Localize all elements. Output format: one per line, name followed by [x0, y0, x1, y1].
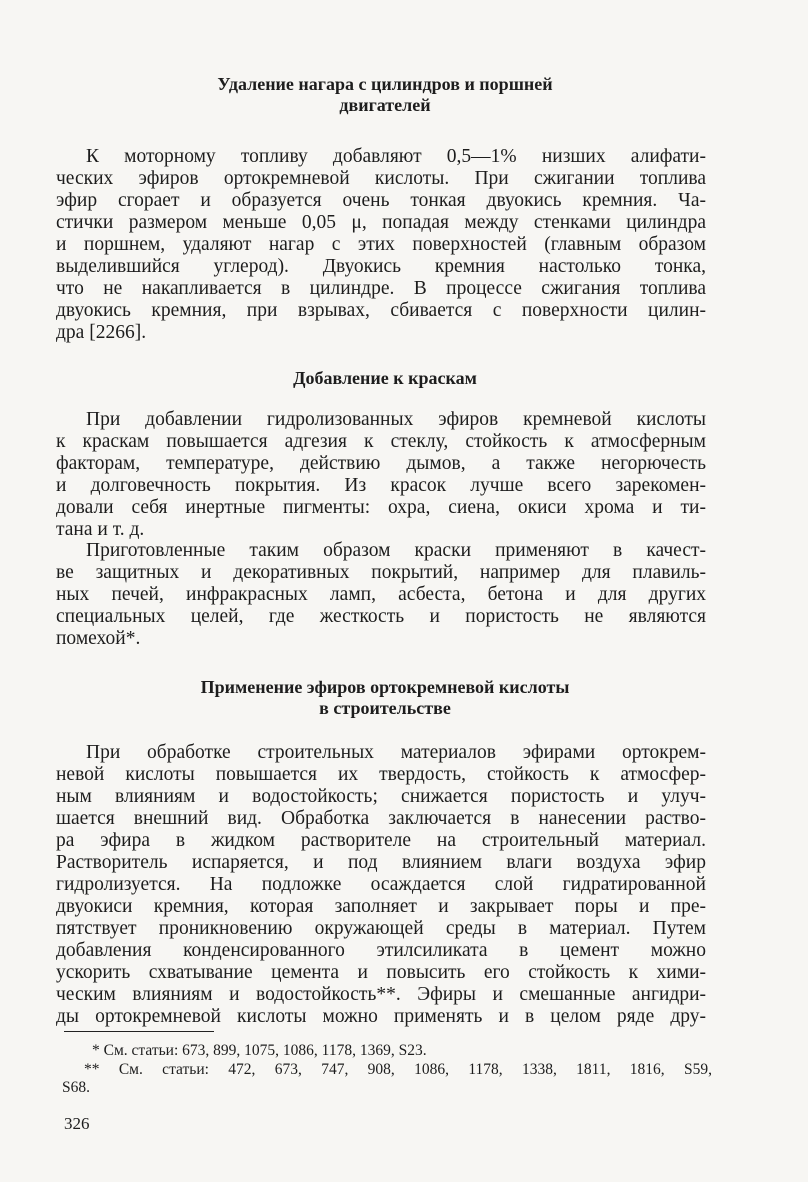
text-line: ческим влияниям и водостойкость**. Эфиры и смешанные ангидри- [56, 984, 706, 1005]
text-line: ра эфира в жидком растворителе на строительный материал. [56, 830, 706, 851]
text-line: эфир сгорает и образуется очень тонкая двуокись кремния. Ча- [56, 190, 706, 211]
text-line: выделившийся углерод). Двуокись кремния настолько тонка, [56, 256, 706, 277]
page-number: 326 [64, 1114, 90, 1133]
text-line: специальных целей, где жесткость и пористость не являются [56, 606, 706, 627]
section-heading-carbon-removal [60, 74, 710, 116]
section-heading-paints [60, 368, 710, 389]
footnote-line: S68. [62, 1079, 90, 1096]
text-line: что не накапливается в цилиндре. В процессе сжигания топлива [56, 278, 706, 299]
footnote-line: ** См. статьи: 472, 673, 747, 908, 1086, 1178, 1338, 1811, 1816, S59, [84, 1061, 712, 1078]
text-line: К моторному топливу добавляют 0,5—1% низших алифати- [86, 146, 706, 167]
text-line: невой кислоты повышается их твердость, стойкость к атмосфер- [56, 764, 706, 785]
text-line: пятствует проникновению окружающей среды в материал. Путем [56, 918, 706, 939]
paragraph-paints-1 [56, 409, 706, 541]
text-line: к краскам повышается адгезия к стеклу, стойкость к атмосферным [56, 431, 706, 452]
text-line: ческих эфиров ортокремневой кислоты. При сжигании топлива [56, 168, 706, 189]
footnote-2 [62, 1061, 712, 1097]
text-line: При добавлении гидролизованных эфиров кремневой кислоты [86, 409, 706, 430]
paragraph-construction [56, 742, 706, 1028]
text-line: Приготовленные таким образом краски применяют в качест- [86, 540, 706, 561]
text-line: двуокись кремния, при взрывах, сбивается с поверхности цилин- [56, 300, 706, 321]
paragraph-carbon-removal [56, 146, 706, 344]
heading-line: двигателей [339, 95, 431, 115]
section-heading-construction [60, 677, 710, 719]
text-line: довали себя инертные пигменты: охра, сиена, окиси хрома и ти- [56, 497, 706, 518]
footnote-rule [64, 1031, 214, 1032]
text-line: ным влияниям и водостойкость; снижается пористость и улуч- [56, 786, 706, 807]
text-line: Растворитель испаряется, и под влиянием влаги воздуха эфир [56, 852, 706, 873]
footnote-1 [62, 1042, 712, 1060]
text-line: тана и т. д. [56, 519, 145, 540]
text-line: и долговечность покрытия. Из красок лучше всего зарекомен- [56, 475, 706, 496]
text-line: При обработке строительных материалов эфирами ортокрем- [86, 742, 706, 763]
heading-line: Добавление к краскам [293, 368, 477, 388]
text-line: ве защитных и декоративных покрытий, например для плавиль- [56, 562, 706, 583]
text-line: ды ортокремневой кислоты можно применять и в целом ряде дру- [56, 1006, 706, 1027]
text-line: помехой*. [56, 628, 141, 649]
text-line: стички размером меньше 0,05 μ, попадая между стенками цилиндра [56, 212, 706, 233]
paragraph-paints-2 [56, 540, 706, 650]
heading-line: Применение эфиров ортокремневой кислоты [200, 677, 570, 697]
text-line: дра [2266]. [56, 322, 147, 343]
text-line: ускорить схватывание цемента и повысить его стойкость к хими- [56, 962, 706, 983]
text-line: факторам, температуре, действию дымов, а также негорючесть [56, 453, 706, 474]
text-line: шается внешний вид. Обработка заключается в нанесении раство- [56, 808, 706, 829]
heading-line: Удаление нагара с цилиндров и поршней [217, 74, 553, 94]
heading-line: в строительстве [319, 698, 451, 718]
text-line: двуокиси кремния, которая заполняет и закрывает поры и пре- [56, 896, 706, 917]
text-line: добавления конденсированного этилсиликата в цемент можно [56, 940, 706, 961]
text-line: ных печей, инфракрасных ламп, асбеста, бетона и для других [56, 584, 706, 605]
footnote-line: * См. статьи: 673, 899, 1075, 1086, 1178, 1369, S23. [92, 1042, 427, 1059]
text-line: и поршнем, удаляют нагар с этих поверхностей (главным образом [56, 234, 706, 255]
text-line: гидролизуется. На подложке осаждается слой гидратированной [56, 874, 706, 895]
